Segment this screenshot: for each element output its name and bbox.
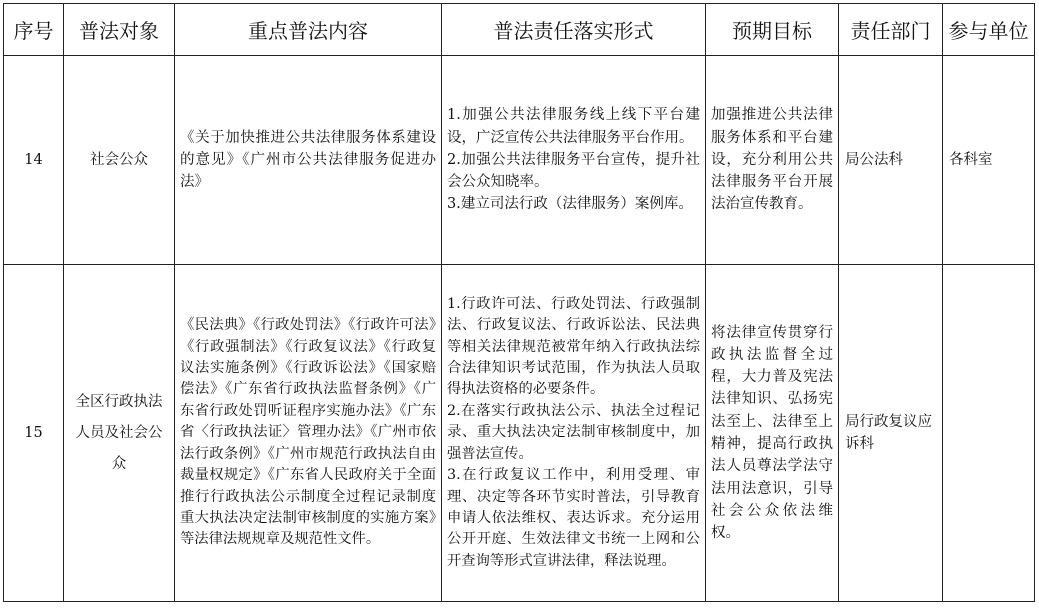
row-target: 全区行政执法人员及社会公众 bbox=[64, 265, 175, 602]
row-no: 14 bbox=[4, 56, 64, 265]
header-units: 参与单位 bbox=[943, 4, 1035, 56]
header-row bbox=[4, 4, 1035, 56]
header-content: 重点普法内容 bbox=[175, 4, 442, 56]
header-dept: 责任部门 bbox=[839, 4, 943, 56]
row-dept: 局行政复议应诉科 bbox=[839, 265, 943, 602]
row-no: 15 bbox=[4, 265, 64, 602]
row-forms: 1.行政许可法、行政处罚法、行政强制法、行政复议法、行政诉讼法、民法典等相关法律规范被常年纳入行政执法综合法律知识考试范围，作为执法人员取得执法资格的必要条件。 2.在落实行政执法公示、执法全过程记录、重大执法决定法制审核制度中，加强普法宣传。 3.在行政复议工作中，利用受理、审理、决定等各环节实时普法，引导教育申请人依法维权、表达诉求。充分运用公开开庭、生效法律文书统一上网和公开查询等形式宣讲法律，释法说理。 bbox=[442, 265, 706, 602]
row-content: 《关于加快推进公共法律服务体系建设的意见》《广州市公共法律服务促进办法》 bbox=[175, 56, 442, 265]
table-row bbox=[4, 56, 1035, 265]
header-forms: 普法责任落实形式 bbox=[442, 4, 706, 56]
header-goal: 预期目标 bbox=[706, 4, 839, 56]
header-no: 序号 bbox=[4, 4, 64, 56]
row-forms: 1.加强公共法律服务线上线下平台建设，广泛宣传公共法律服务平台作用。 2.加强公共法律服务平台宣传，提升社会公众知晓率。 3.建立司法行政（法律服务）案例库。 bbox=[442, 56, 706, 265]
row-goal: 加强推进公共法律服务体系和平台建设，充分利用公共法律服务平台开展法治宣传教育。 bbox=[706, 56, 839, 265]
row-dept: 局公法科 bbox=[839, 56, 943, 265]
row-units bbox=[943, 265, 1035, 602]
row-content: 《民法典》《行政处罚法》《行政许可法》《行政强制法》《行政复议法》《行政复议法实施条例》《行政诉讼法》《国家赔偿法》《广东省行政执法监督条例》《广东省行政处罚听证程序实施办法》《广东省〈行政执法证〉管理办法》《广州市依法行政条例》《广州市规范行政执法自由裁量权规定》《广东省人民政府关于全面推行行政执法公示制度全过程记录制度重大执法决定法制审核制度的实施方案》等法律法规规章及规范性文件。 bbox=[175, 265, 442, 602]
table-row bbox=[4, 265, 1035, 602]
row-target: 社会公众 bbox=[64, 56, 175, 265]
law-popularization-table bbox=[3, 3, 1035, 602]
row-units: 各科室 bbox=[943, 56, 1035, 265]
header-target: 普法对象 bbox=[64, 4, 175, 56]
row-goal: 将法律宣传贯穿行政执法监督全过程，大力普及宪法法律知识、弘扬宪法至上、法律至上精神，提高行政执法人员尊法学法守法用法意识，引导社会公众依法维权。 bbox=[706, 265, 839, 602]
